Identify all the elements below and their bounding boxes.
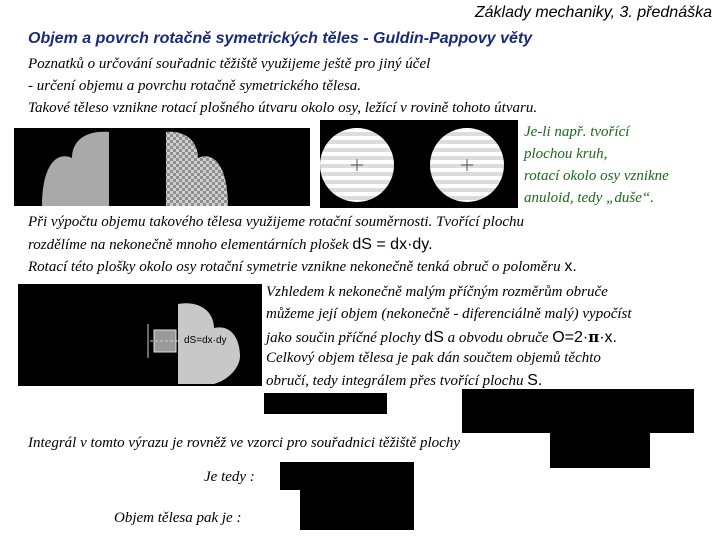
torus-note-3: rotací okolo osy vznikne	[524, 168, 669, 184]
formula-box-3	[550, 432, 650, 468]
element-label: dS=dx·dy	[184, 335, 227, 346]
hoop-line-3a: jako součin příčné plochy	[266, 330, 425, 346]
volume-line-3-text: Rotací této plošky okolo osy rotační symetrie vznikne nekonečně tenká obruč o poloměru	[28, 259, 565, 275]
formula-box-5	[300, 490, 414, 530]
formula-box-1	[264, 393, 387, 414]
page-title: Objem a povrch rotačně symetrických těles - Guldin-Pappovy věty	[28, 30, 533, 47]
intro-line-1: Poznatků o určování souřadnic těžiště využijeme ještě pro jiný účel	[28, 56, 431, 72]
integral-note: Integrál v tomto výrazu je rovněž ve vzorci pro souřadnici těžiště plochy	[28, 435, 460, 451]
torus-cross-section-figure	[320, 120, 518, 208]
intro-line-2: - určení objemu a povrchu rotačně symetrického tělesa.	[28, 78, 361, 94]
formula-box-2	[462, 389, 694, 433]
hoop-perimeter-a: O=2·	[552, 329, 589, 346]
ds-formula: dS = dx·dy.	[352, 236, 433, 253]
area-s: S.	[527, 372, 543, 389]
hoop-ds: dS	[424, 329, 444, 346]
hoop-line-3c: a obvodu obruče	[443, 330, 553, 346]
volume-line-1: Při výpočtu objemu takového tělesa využijeme rotační souměrnosti. Tvořící plochu	[28, 214, 524, 230]
volume-line-2	[28, 236, 433, 254]
hoop-line-1: Vzhledem k nekonečně malým příčným rozměrům obruče	[266, 284, 608, 300]
element-area-figure	[18, 284, 262, 386]
pi-symbol: π	[588, 328, 600, 346]
course-header: Základy mechaniky, 3. přednáška	[474, 4, 712, 21]
je-tedy-label: Je tedy :	[204, 469, 255, 485]
heart-rotation-figure	[14, 128, 310, 206]
heart-shape-checkered	[166, 132, 228, 206]
hoop-line-5a: obručí, tedy integrálem přes tvořící plochu	[266, 373, 528, 389]
torus-note-1: Je-li např. tvořící	[524, 124, 630, 140]
hoop-line-5	[266, 372, 542, 390]
radius-x: x.	[564, 258, 577, 275]
volume-line-3	[28, 258, 577, 276]
hoop-perimeter-b: ·x.	[599, 329, 617, 346]
torus-note-2: plochou kruh,	[524, 146, 608, 162]
hoop-line-2: můžeme její objem (nekonečně - diferenciálně malý) vypočíst	[266, 306, 632, 322]
hoop-line-4: Celkový objem tělesa je pak dán součtem objemů těchto	[266, 350, 601, 366]
formula-box-4	[280, 462, 414, 490]
heart-shape-solid	[42, 132, 109, 206]
objem-label: Objem tělesa pak je :	[114, 510, 242, 526]
volume-line-2-text: rozdělíme na nekonečně mnoho elementárních plošek	[28, 237, 353, 253]
torus-note-4: anuloid, tedy „duše“.	[524, 190, 654, 206]
hoop-line-3	[266, 328, 617, 347]
intro-line-3: Takové těleso vznikne rotací plošného útvaru okolo osy, ležící v rovině tohoto útvaru.	[28, 100, 538, 116]
